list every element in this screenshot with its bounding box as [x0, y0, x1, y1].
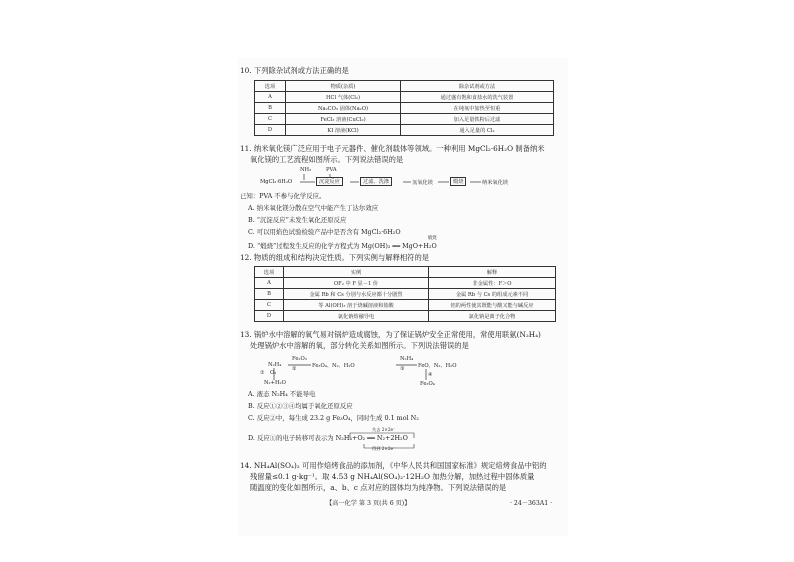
table-cell: 通过盛有饱和食盐水的洗气装置	[401, 92, 554, 103]
flow-step-precipitation: 沉淀反应	[316, 177, 343, 186]
scheme-o2: O₂	[270, 370, 277, 376]
exam-code: · 24－363A1 ·	[510, 500, 553, 507]
flow-reagent-pva: PVA	[326, 167, 337, 173]
scheme-label-3: ③	[400, 366, 405, 372]
table-cell: B	[255, 103, 286, 114]
table-cell: 铝的两性使其既能与酸又能与碱反应	[429, 300, 556, 311]
exam-page	[238, 58, 568, 536]
q11-option-d: D. “煅烧”过程发生反应的化学方程式为 Mg(OH)₂ ══ MgO+H₂O	[248, 242, 437, 250]
q14-line2: 残留量≤0.1 g·kg⁻¹。取 4.53 g NH₄Al(SO₄)₂·12H₂O 加热分解，加热过程中固体质量	[250, 472, 535, 481]
electron-loss-label: 得到 2×2e⁻	[372, 446, 396, 451]
q13-option-c: C. 反应②中，每生成 23.2 g Fe₃O₄，同时生成 0.1 mol N₂	[248, 414, 419, 422]
electron-transfer-lines	[238, 58, 568, 458]
table-cell: 金属 Rb 和 Cs 分别与水反应都十分剧烈	[284, 289, 429, 300]
q11-note: 已知：PVA 不参与化学反应。	[240, 192, 326, 200]
table-cell: 在纯氧中加热至恒重	[401, 103, 554, 114]
page-footer: 【高一化学 第 3 页(共 6 页)】	[326, 500, 411, 507]
table-cell: A	[255, 92, 286, 103]
q13-option-b: B. 反应①②③④均属于氧化还原反应	[248, 402, 353, 410]
scheme-feo-products: FeO、N₂、H₂O	[418, 363, 457, 369]
table-header: 选项	[255, 81, 286, 92]
q14-line1: 14. NH₄Al(SO₄)₂ 可用作焙烤食品的添加剂，《中华人民共和国国家标准》规定焙烤食品中铝的	[240, 461, 547, 470]
flow-intermediate: 氢氧化镁	[412, 180, 433, 186]
flow-step-filter-wash: 过滤、洗涤	[360, 177, 392, 186]
q13-stem-line2: 处理锅炉水中溶解的氧，部分转化关系如图所示。下列说法错误的是	[250, 341, 469, 350]
q10-stem: 10. 下列除杂试剂或方法正确的是	[240, 66, 349, 75]
table-cell: 金属 Rb 与 Cs 的组成元素不同	[429, 289, 556, 300]
electron-gain-label: 失去 2×2e⁻	[372, 427, 396, 432]
q11-option-b: B. “沉淀反应”未发生氧化还原反应	[248, 216, 347, 224]
table-cell: OF₂ 中 F 显－1 价	[284, 278, 429, 289]
q13-option-a: A. 液态 N₂H₄ 不能导电	[248, 390, 316, 398]
table-cell: C	[255, 114, 286, 125]
q11-stem-line2: 氧化镁的工艺流程如图所示。下列说法错误的是	[250, 155, 404, 164]
table-cell: A	[255, 278, 284, 289]
table-cell: 非金属性：F＞O	[429, 278, 556, 289]
q11-option-a: A. 纳米氧化镁分散在空气中能产生丁达尔效应	[248, 204, 379, 212]
table-cell: FeCl₃ 溶液(CuCl₂)	[286, 114, 401, 125]
scheme-fe2o3: Fe₂O₃	[292, 356, 307, 362]
table-cell: 等 Al(OH)₃ 溶于烧碱溶液和盐酸	[284, 300, 429, 311]
table-cell: 氯化钠是离子化合物	[429, 311, 556, 322]
scheme-n2h4-left: N₂H₄	[268, 362, 282, 368]
q13-option-d: D. 反应①的电子转移可表示为 N₂H₄+O₂ ══ N₂+2H₂O	[248, 434, 408, 442]
scheme-n2h4-right: N₂H₄	[400, 356, 414, 362]
q12-stem: 12. 物质的组成和结构决定性质。下列实例与解释相符的是	[240, 253, 430, 262]
scheme-label-2: ②	[292, 366, 297, 372]
table-cell: HCl 气体(Cl₂)	[286, 92, 401, 103]
table-cell: 加入足量铁粉后过滤	[401, 114, 554, 125]
scheme-label-1: ①	[260, 370, 265, 376]
table-cell: C	[255, 300, 284, 311]
flow-reagent-nh3: NH₃	[300, 167, 312, 173]
q14-line3: 随温度的变化如图所示，a、b、c 点对应的固体均为纯净物。下列说法错误的是	[250, 483, 507, 492]
table-cell: D	[255, 311, 284, 322]
table-header: 选项	[255, 267, 284, 278]
q11-option-c: C. 可以用焰色试验检验产品中是否含有 MgCl₂·6H₂O	[248, 228, 401, 236]
table-cell: Na₂CO₃ 固体(Na₂O)	[286, 103, 401, 114]
reaction-condition: 煅烧	[428, 236, 437, 241]
table-header: 解释	[429, 267, 556, 278]
scheme-label-4: ④	[428, 372, 433, 378]
table-cell: B	[255, 289, 284, 300]
table-header: 除杂试剂或方法	[401, 81, 554, 92]
q11-stem-line1: 11. 纳米氧化镁广泛应用于电子元器件、催化剂载体等领域。一种利用 MgCl₂·6H₂O 制备纳米	[240, 144, 545, 153]
flow-product: 纳米氧化镁	[482, 180, 508, 186]
flow-start: MgCl₂·6H₂O	[260, 179, 293, 185]
flow-step-calcine: 煅烧	[450, 177, 466, 186]
table-header: 物质(杂质)	[286, 81, 401, 92]
table-cell: D	[255, 125, 286, 136]
scheme-fe3o4: Fe₃O₄	[420, 381, 435, 387]
scheme-fe3o4-products: Fe₃O₄、N₂、H₂O	[312, 363, 355, 369]
table-cell: KI 溶液(KCl)	[286, 125, 401, 136]
table-header: 实例	[284, 267, 429, 278]
q13-stem-line1: 13. 锅炉水中溶解的氧气易对锅炉造成腐蚀，为了保证锅炉安全正常使用，常使用联氨(N₂H₄)	[240, 330, 541, 339]
table-cell: 氯化钠熔融导电	[284, 311, 429, 322]
table-cell: 通入足量的 Cl₂	[401, 125, 554, 136]
scheme-n2-h2o: N₂+H₂O	[264, 380, 286, 386]
